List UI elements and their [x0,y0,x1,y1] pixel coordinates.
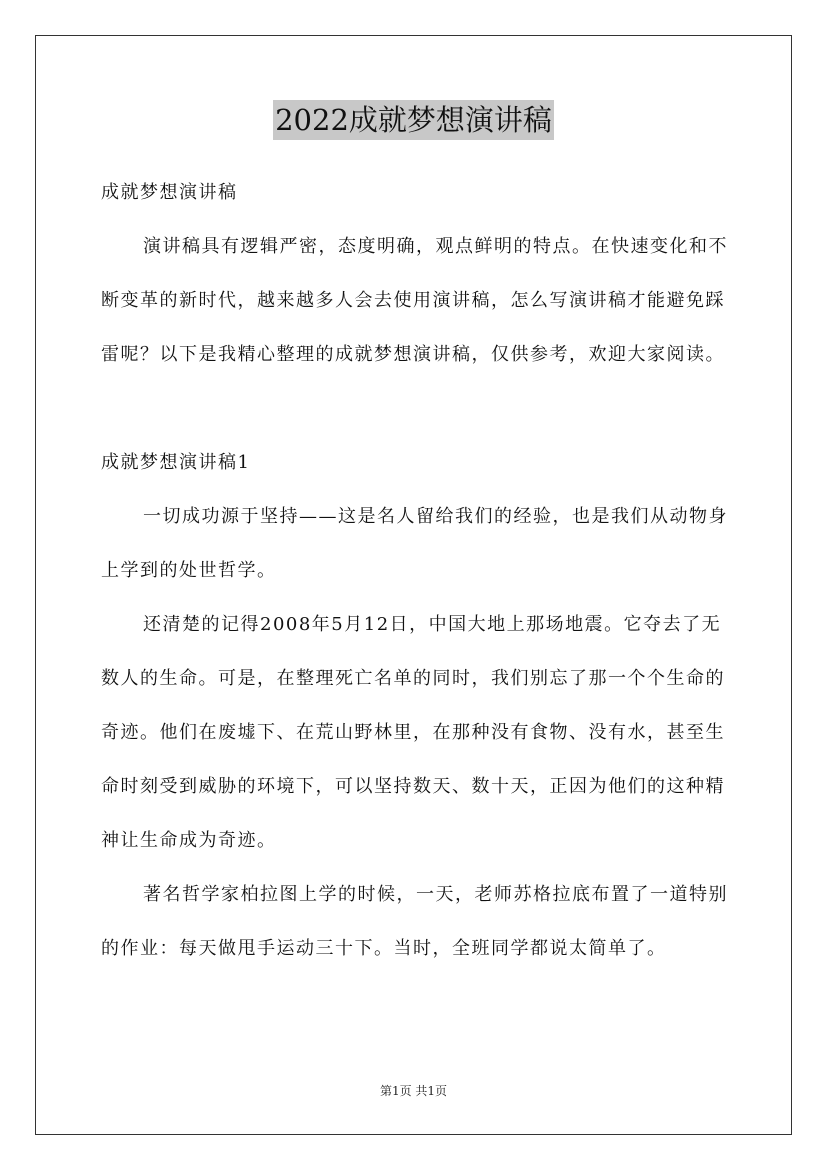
section1-paragraph: 还清楚的记得2008年5月12日，中国大地上那场地震。它夺去了无数人的生命。可是，在整理死亡名单的同时，我们别忘了那一个个生命的奇迹。他们在废墟下、在荒山野林里，在那种没有食物、没有水，甚至生命时刻受到威胁的环境下，可以坚持数天、数十天，正因为他们的这种精神让生命成为奇迹。 [101,614,725,851]
page-footer: 第1页 共1页 [379,1084,448,1098]
section1-paragraph: 一切成功源于坚持——这是名人留给我们的经验，也是我们从动物身上学到的处世哲学。 [101,506,728,581]
intro-paragraph: 演讲稿具有逻辑严密，态度明确，观点鲜明的特点。在快速变化和不断变革的新时代，越来越多人会去使用演讲稿，怎么写演讲稿才能避免踩雷呢？以下是我精心整理的成就梦想演讲稿，仅供参考，欢迎大家阅读。 [101,236,728,365]
title-wrap [0,100,827,140]
section-spacer [101,382,731,436]
section1-paragraph: 著名哲学家柏拉图上学的时候，一天，老师苏格拉底布置了一道特别的作业：每天做甩手运动三十下。当时，全班同学都说太简单了。 [101,884,728,959]
intro-heading: 成就梦想演讲稿 [101,182,238,203]
document-title: 2022成就梦想演讲稿 [273,100,554,140]
section1-heading: 成就梦想演讲稿1 [101,452,251,473]
document-body [101,166,731,976]
